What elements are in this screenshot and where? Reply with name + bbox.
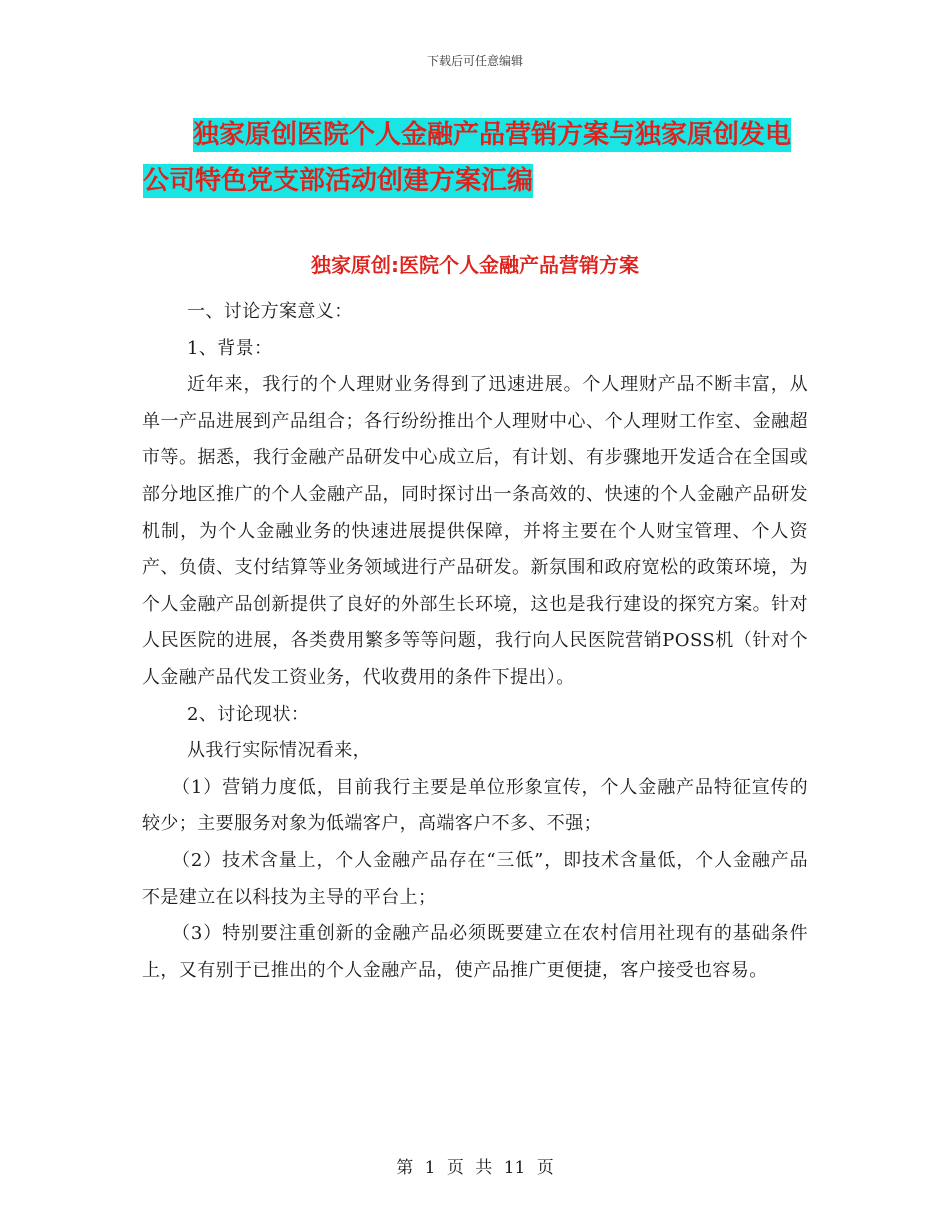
paragraph-point-2: （2）技术含量上，个人金融产品存在“三低”，即技术含量低，个人金融产品不是建立在以科技为主导的平台上； [142, 849, 808, 908]
header-note: 下载后可任意编辑 [426, 54, 523, 68]
document-title [143, 112, 813, 204]
heading-background: 1、背景： [187, 337, 273, 359]
title-line-2-text: 公司特色党支部活动创建方案汇编 [143, 166, 534, 196]
paragraph-point-3: （3）特别要注重创新的金融产品必须既要建立在农村信用社现有的基础条件上，又有别于已推出的个人金融产品，使产品推广更便捷，客户接受也容易。 [142, 923, 808, 981]
paragraph-point-1: （1）营销力度低，目前我行主要是单位形象宣传，个人金融产品特征宣传的较少；主要服务对象为低端客户，高端客户不多、不强； [142, 776, 808, 835]
page-footer: 第 1 页 共 11 页 [396, 1158, 554, 1178]
heading-significance: 一、讨论方案意义： [187, 301, 353, 322]
paragraph-status-intro: 从我行实际情况看来， [187, 740, 371, 762]
section-title: 独家原创:医院个人金融产品营销方案 [311, 253, 639, 277]
title-line-1 [193, 112, 813, 158]
document-body [142, 294, 808, 989]
title-line-1-text: 独家原创医院个人金融产品营销方案与独家原创发电 [193, 120, 792, 150]
paragraph-background: 近年来，我行的个人理财业务得到了迅速进展。个人理财产品不断丰富，从单一产品进展到产品组合；各行纷纷推出个人理财中心、个人理财工作室、金融超市等。据悉，我行金融产品研发中心成立后，有计划、有步骤地开发适合在全国或部分地区推广的个人金融产品，同时探讨出一条高效的、快速的个人金融产品研发机制，为个人金融业务的快速进展提供保障，并将主要在个人财宝管理、个人资产、负债、支付结算等业务领域进行产品研发。新氛围和政府宽松的政策环境，为个人金融产品创新提供了良好的外部生长环境，这也是我行建设的探究方案。针对人民医院的进展，各类费用繁多等等问题，我行向人民医院营销POSS机（针对个人金融产品代发工资业务，代收费用的条件下提出）。 [142, 374, 808, 688]
heading-status: 2、讨论现状： [187, 703, 310, 725]
title-line-2 [143, 158, 813, 204]
